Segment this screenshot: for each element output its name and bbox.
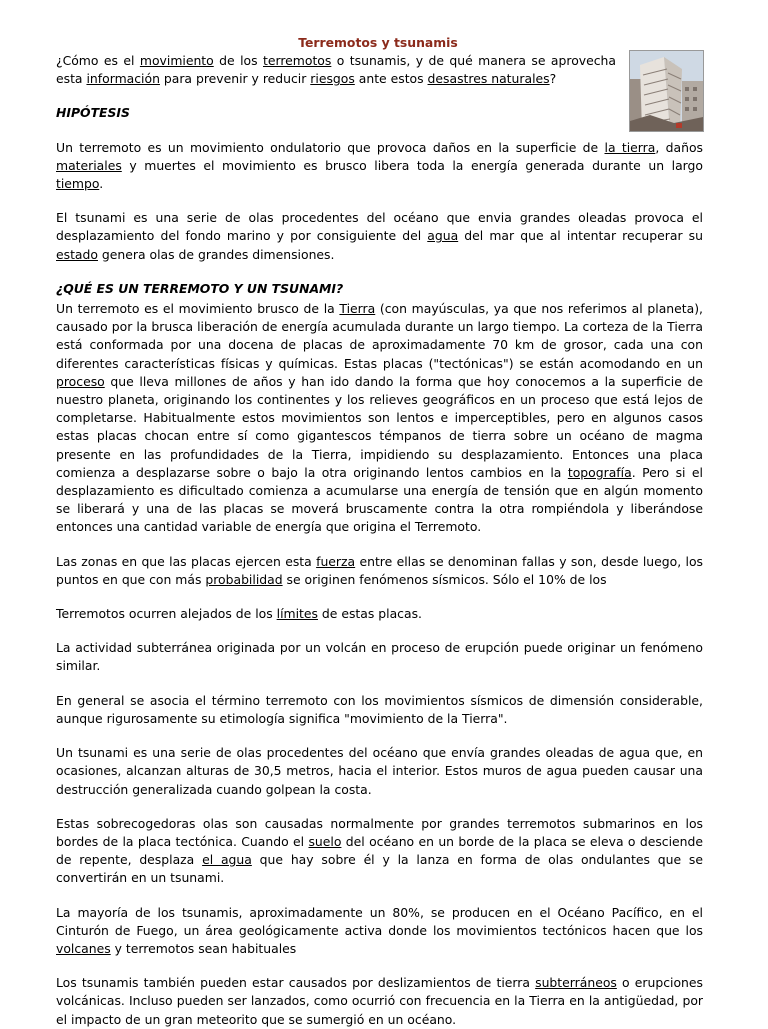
link-riesgos[interactable]: riesgos bbox=[310, 71, 355, 87]
actividad-paragraph: La actividad subterránea originada por un volcán en proceso de erupción puede originar un fenómeno similar. bbox=[56, 640, 703, 674]
link-materiales[interactable]: materiales bbox=[56, 157, 122, 173]
link-suelo[interactable]: suelo bbox=[308, 833, 342, 849]
document-body bbox=[56, 52, 703, 1029]
paragraph-text: se originen fenómenos sísmicos. Sólo el 10% de los bbox=[282, 571, 607, 587]
paragraph-text: . Pero si el desplazamiento es dificultado comienza a acumularse una energía de tensión que en algún momento se liberará y una de las placas se moverá bruscamente contra la otra rompiéndola y liberándose entonces una cantidad variable de energía que origina el Terremoto. bbox=[56, 464, 703, 535]
question-text: ante estos bbox=[354, 71, 428, 87]
link-subterraneos[interactable]: subterráneos bbox=[535, 975, 617, 991]
paragraph-text: genera olas de grandes dimensiones. bbox=[97, 246, 335, 262]
link-topografia[interactable]: topografía bbox=[567, 464, 632, 480]
paragraph-text: del océano en un borde de la placa se eleva o desciende de repente, desplaza bbox=[56, 833, 703, 868]
link-desastres-naturales[interactable]: desastres naturales bbox=[427, 71, 550, 87]
intro-question bbox=[56, 52, 616, 88]
link-limites[interactable]: límites bbox=[276, 606, 318, 622]
paragraph-text: , daños bbox=[655, 139, 704, 155]
link-informacion[interactable]: información bbox=[86, 71, 160, 87]
link-tiempo[interactable]: tiempo bbox=[56, 176, 100, 192]
paragraph-text: . bbox=[99, 176, 104, 192]
mayoria-paragraph bbox=[56, 904, 703, 959]
deslizamientos-paragraph bbox=[56, 974, 703, 1029]
hypothesis-tsunami bbox=[56, 209, 703, 264]
link-proceso[interactable]: proceso bbox=[56, 373, 105, 389]
link-volcanes[interactable]: volcanes bbox=[56, 940, 111, 956]
zonas-paragraph bbox=[56, 553, 703, 589]
link-tierra[interactable]: Tierra bbox=[339, 301, 376, 317]
paragraph-text: El tsunami es una serie de olas procedentes del océano que envia grandes oleadas provoca el desplazamiento del fondo marino y por consiguiente del bbox=[56, 210, 703, 244]
paragraph-text: Los tsunamis también pueden estar causados por deslizamientos de tierra bbox=[56, 975, 536, 991]
link-fuerza[interactable]: fuerza bbox=[316, 553, 356, 569]
hypothesis-terremoto bbox=[56, 139, 703, 194]
link-probabilidad[interactable]: probabilidad bbox=[205, 571, 283, 587]
general-paragraph: En general se asocia el término terremoto con los movimientos sísmicos de dimensión considerable, aunque rigurosamente su etimología significa "movimiento de la Tierra". bbox=[56, 692, 703, 726]
link-el-agua[interactable]: el agua bbox=[202, 852, 252, 868]
paragraph-text: (con mayúsculas, ya que nos referimos al planeta), causado por la brusca liberación de energía acumulada durante un largo tiempo. La corteza de la Tierra está conformada por una docena de placas de aproximadamente 70 km de grosor, cada una con diferentes características físicas y químicas. Estas placas ("tectónicas") se están acomodando en un bbox=[56, 301, 703, 371]
terremotos-ocurren-paragraph bbox=[56, 605, 703, 623]
document-title: Terremotos y tsunamis bbox=[298, 35, 458, 50]
terremoto-explanation bbox=[56, 300, 703, 537]
paragraph-text: y muertes el movimiento es brusco libera toda la energía generada durante un largo bbox=[121, 157, 703, 173]
link-terremotos[interactable]: terremotos bbox=[263, 53, 332, 68]
paragraph-text: que lleva millones de años y han ido dando la forma que hoy conocemos a la superficie de nuestro planeta, originando los continentes y los relieves geográficos en un proceso que está lejos de completarse. Habitualmente estos movimientos son lentos e imperceptibles, pero en algunos casos estas placas chocan entre sí como gigantescos témpanos de tierra sobre un océano de magma presente en las profundidades de la Tierra, impidiendo su desplazamiento. Entonces una placa comienza a desplazarse sobre o bajo la otra originando lentos cambios en la bbox=[56, 373, 703, 480]
link-la-tierra[interactable]: la tierra bbox=[604, 139, 656, 155]
paragraph-text: que hay sobre él y la lanza en forma de olas ondulantes que se convertirán en un tsunami. bbox=[56, 852, 703, 886]
paragraph-text: o erupciones volcánicas. Incluso pueden ser lanzados, como ocurrió con frecuencia en la Tierra en la antigüedad, por el impacto de un gran meteorito que se sumergió en un océano. bbox=[56, 975, 703, 1027]
que-es-heading: ¿QUÉ ES UN TERREMOTO Y UN TSUNAMI? bbox=[56, 280, 344, 296]
link-movimiento[interactable]: movimiento bbox=[139, 53, 214, 68]
hipotesis-heading: HIPÓTESIS bbox=[56, 105, 130, 121]
paragraph-text: Un terremoto es un movimiento ondulatorio que provoca daños en la superficie de bbox=[56, 139, 605, 155]
paragraph-text: Las zonas en que las placas ejercen esta bbox=[56, 553, 317, 569]
paragraph-text: y terremotos sean habituales bbox=[110, 940, 297, 956]
link-agua[interactable]: agua bbox=[427, 228, 459, 244]
question-text: ? bbox=[549, 71, 557, 87]
question-text: o tsunamis, y de qué manera se aprovecha esta bbox=[56, 53, 616, 87]
question-text: de los bbox=[213, 53, 263, 68]
paragraph-text: del mar que al intentar recuperar su bbox=[458, 228, 703, 244]
paragraph-text: Terremotos ocurren alejados de los bbox=[56, 606, 277, 622]
link-estado[interactable]: estado bbox=[56, 246, 98, 262]
paragraph-text: entre ellas se denominan fallas y son, desde luego, los puntos en que con más bbox=[56, 553, 703, 587]
paragraph-text: de estas placas. bbox=[317, 606, 422, 622]
question-text: ¿Cómo es el bbox=[56, 53, 140, 68]
tsunami-definition-paragraph: Un tsunami es una serie de olas procedentes del océano que envía grandes oleadas de agua que, en ocasiones, alcanzan alturas de 30,5 metros, hacia el interior. Estos muros de agua pueden causar una destrucción generalizada cuando golpean la costa. bbox=[56, 745, 703, 797]
question-text: para prevenir y reducir bbox=[159, 71, 311, 87]
sobrecogedoras-paragraph bbox=[56, 815, 703, 888]
paragraph-text: Estas sobrecogedoras olas son causadas normalmente por grandes terremotos submarinos en los bordes de la placa tectónica. Cuando el bbox=[56, 815, 703, 849]
paragraph-text: La mayoría de los tsunamis, aproximadamente un 80%, se producen en el Océano Pacífico, en el Cinturón de Fuego, un área geológicamente activa donde los movimientos tectónicos hacen que los bbox=[56, 904, 703, 938]
paragraph-text: Un terremoto es el movimiento brusco de la bbox=[56, 301, 340, 317]
